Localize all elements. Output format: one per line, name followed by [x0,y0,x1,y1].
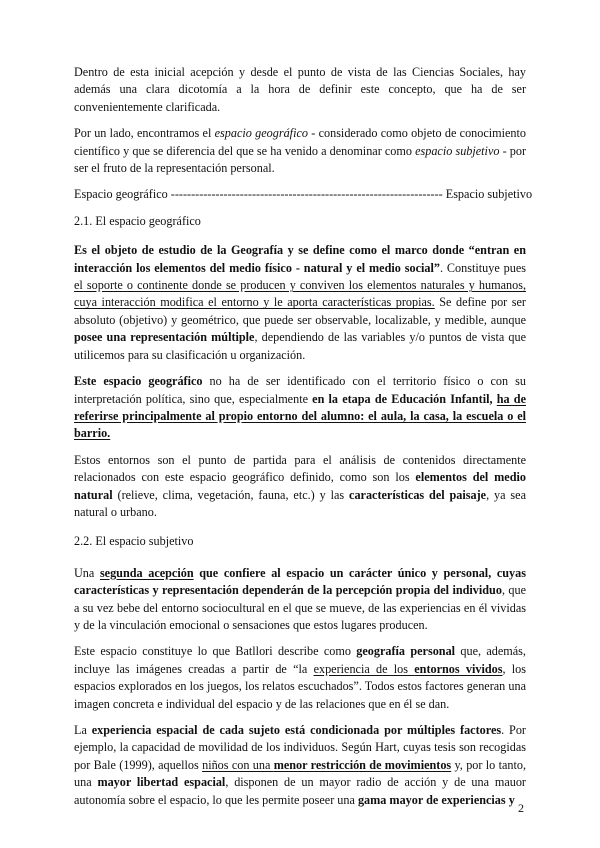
paragraph-entornos [74,452,526,522]
underlined-text: experiencia de los [313,661,415,676]
bold-text: elementos del medio natural [74,470,526,502]
text: , disponen de un mayor radio de acción y de una mauor autonomía sobre el espacio, lo que les permite poseer una [74,775,526,807]
text: La [74,723,92,737]
text: , ya sea natural o urbano. [74,487,526,519]
paragraph-experiencia-espacial [74,722,526,809]
text: Se define por ser absoluto (objetivo) y geométrico, que puede ser observable, localizable, y medible, aunque [74,295,526,327]
paragraph-geographic-definition [74,242,526,364]
text: . Por ejemplo, la capacidad de movilidad de los individuos. Según Hart, cuyas tesis son recogidas por Bale (1999), aquellos [74,723,526,772]
text: no ha de ser identificado con el territorio físico o con su interpretación política, sino que, especialmente [74,374,526,406]
section-heading-2-1: 2.1. El espacio geográfico [74,213,201,228]
page-number: 2 [518,801,524,815]
bold-text: Este espacio geográfico [74,374,203,389]
space-axis-line: Espacio geográfico ------------------------------------------------------------------- Espacio subjetivo [74,187,533,202]
text: - considerado como objeto de conocimiento científico y que se diferencia del que se ha venido a denominar como [74,126,526,158]
text: Por un lado, encontramos el [74,126,215,141]
term-espacio-geografico: espacio geográfico [214,126,308,141]
text: y, por lo tanto, una [74,757,527,790]
text: Dentro de esta inicial acepción y desde el punto de vista de las Ciencias Sociales, hay además una clara dicotomía a la hora de definir este concepto, que ha de ser convenientemente clarificada. [74,65,526,114]
bold-text: posee una representación múltiple [74,330,255,345]
underlined-text: niños con una [202,757,274,772]
term-espacio-subjetivo: espacio subjetivo [415,143,500,158]
section-heading-2-2: 2.2. El espacio subjetivo [74,534,194,549]
paragraph-geographic-infantil [74,373,526,443]
text: que, además, incluye las imágenes creadas a partir de “la [74,644,526,676]
bold-underlined-text: ha de referirse principalmente al propio entorno del alumno: el aula, la casa, la escuela o el barrio. [74,391,526,441]
bold-text: que confiere al espacio un carácter único y personal, cuyas características y representación dependerán de la percepción propia del individuo [74,565,526,598]
bold-text: geografía personal [356,644,456,659]
bold-underlined-text: menor restricción de movimientos [273,757,452,772]
text: Este espacio constituye lo que Batllori describe como [74,644,357,659]
text: . Constituye pues [439,260,526,275]
text: , dependiendo de las variables y/o puntos de vista que utilicemos para su clasificación u organización. [74,330,526,362]
text: Una [74,565,100,580]
text: , los espacios explorados en los juegos, los relatos escuchados”. Todos estos factores generan una imagen concreta e individual del espacio y de las relaciones que en él se dan. [74,661,526,711]
text: (relieve, clima, vegetación, fauna, etc.) y las [112,487,350,502]
paragraph-intro [74,64,526,116]
text: , que a su vez bebe del entorno sociocultural en el que se mueve, de las experiencias en él vividas y de la vinculación emocional o sensaciones que estos lugares producen. [74,583,526,632]
bold-underlined-text: segunda acepción [99,565,194,580]
underlined-text: el soporte o continente donde se producen y conviven los elementos naturales y humanos, cuya interacción modifica el entorno y le aporta características propias. [74,278,526,310]
paragraph-subjective-definition [74,565,526,635]
bold-text: mayor libertad espacial [97,775,226,790]
bold-text: experiencia espacial de cada sujeto está condicionada por múltiples factores [91,723,502,737]
bold-text: en la etapa de Educación Infantil, [312,391,493,406]
paragraph-dichotomy [74,125,526,177]
bold-text: características del paisaje [349,487,487,502]
text: Estos entornos son el punto de partida para el análisis de contenidos directamente relacionados con este espacio geográfico definido, como son los [74,452,526,485]
bold-underlined-text: entornos vividos [414,661,503,676]
bold-text: Es el objeto de estudio de la Geografía y se define como el marco donde “entran en interacción los elementos del medio físico - natural y el medio social” [74,243,526,275]
paragraph-geografia-personal [74,643,526,713]
document-page [74,64,533,809]
bold-text: gama mayor de experiencias y [357,792,515,807]
text: - por ser el fruto de la representación personal. [74,143,527,176]
